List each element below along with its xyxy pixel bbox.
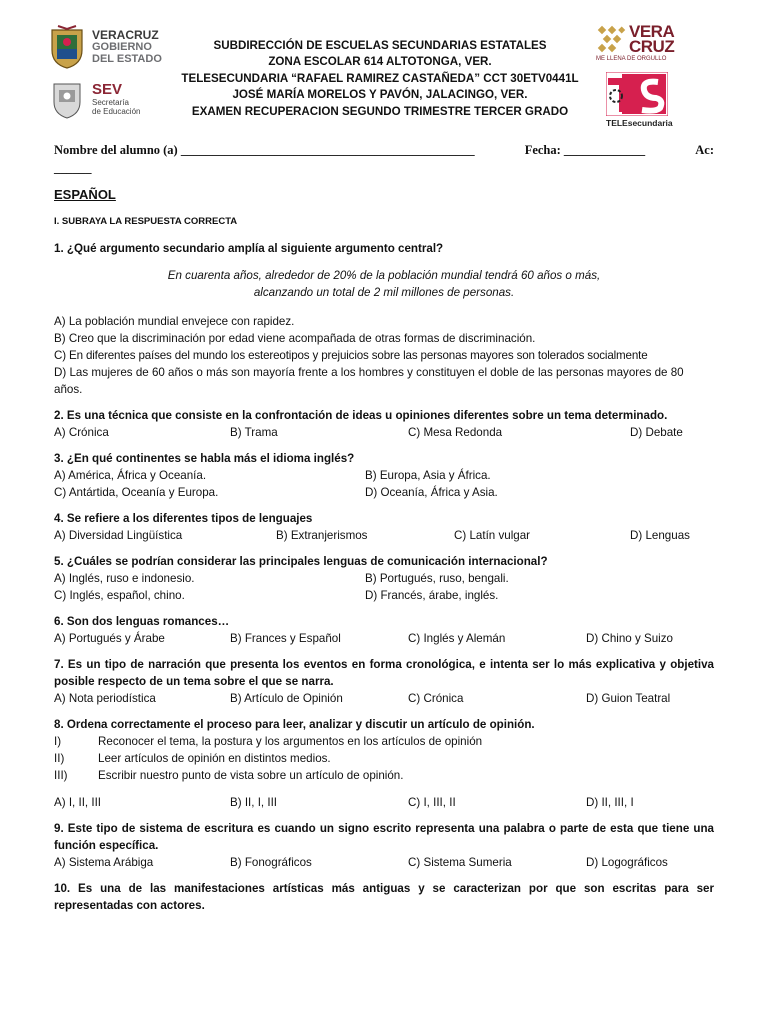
q3-option-d[interactable]: D) Oceanía, África y Asia. [365,486,498,499]
q6-options [54,630,714,647]
q5-option-d[interactable]: D) Francés, árabe, inglés. [365,589,499,602]
q5-option-c[interactable]: C) Inglés, español, chino. [54,589,185,602]
coat-of-arms-icon [48,24,86,70]
q8-steps [54,733,714,784]
q9-option-d[interactable]: D) Logográficos [586,856,668,869]
q6-option-d[interactable]: D) Chino y Suizo [586,632,673,645]
q5-option-a[interactable]: A) Inglés, ruso e indonesio. [54,572,195,585]
q8-option-a[interactable]: A) I, II, III [54,796,102,809]
q2-option-a[interactable]: A) Crónica [54,426,109,439]
q8-options [54,794,714,811]
veracruz-government-text: VERACRUZ GOBIERNO DEL ESTADO [92,28,162,65]
header-line: TELESECUNDARIA “RAFAEL RAMIREZ CASTAÑEDA” CCT 30ETV0441L [181,71,579,85]
question-8: 8. Ordena correctamente el proceso para leer, analizar y discutir un artículo de opinión. [54,718,535,731]
telesecundaria-label: TELEsecundaria [606,118,673,128]
diamond-pattern-icon [596,25,626,53]
q4-option-b[interactable]: B) Extranjerismos [276,529,368,542]
question-5: 5. ¿Cuáles se podrían considerar las principales lenguas de comunicación internacional? [54,555,548,568]
step-text: Escribir nuestro punto de vista sobre un artículo de opinión. [98,769,404,782]
q4-options [54,527,714,544]
step-number: III) [54,769,68,782]
sev-shield-icon [48,76,86,122]
q9-option-c[interactable]: C) Sistema Sumeria [408,856,512,869]
header-line: ZONA ESCOLAR 614 ALTOTONGA, VER. [268,55,492,69]
q4-option-d[interactable]: D) Lenguas [630,529,690,542]
header-line: SUBDIRECCIÓN DE ESCUELAS SECUNDARIAS ESTATALES [213,39,547,52]
ac-field[interactable]: ______ [54,161,92,175]
step-number: II) [54,752,65,765]
instruction: I. SUBRAYA LA RESPUESTA CORRECTA [54,216,238,227]
question-10: 10. Es una de las manifestaciones artísticas más antiguas y se caracterizan por que son escritas para ser representadas con actores. [54,882,714,912]
question-1: 1. ¿Qué argumento secundario amplía al siguiente argumento central? [54,242,444,255]
q2-option-b[interactable]: B) Trama [230,426,278,439]
question-6: 6. Son dos lenguas romances… [54,615,230,628]
q2-options [54,424,714,441]
central-argument-quote: En cuarenta años, alrededor de 20% de la población mundial tendrá 60 años o más, alcanzando un total de 2 mil millones de personas. [167,269,601,299]
veracruz-brand-logo [596,24,686,54]
question-4: 4. Se refiere a los diferentes tipos de lenguajes [54,512,313,525]
q1-option-d[interactable]: D) Las mujeres de 60 años o más son mayoría frente a los hombres y constituyen el doble de las personas mayores de 80 años. [54,366,684,396]
q1-option-a[interactable]: A) La población mundial envejece con rapidez. [54,315,295,328]
question-7: 7. Es un tipo de narración que presenta los eventos en forma cronológica, e intenta ser lo más explicativa y objetiva posible respecto de un tema sobre el que se narra. [54,658,714,688]
student-info [54,141,714,177]
q2-option-d[interactable]: D) Debate [630,426,683,439]
q7-option-d[interactable]: D) Guion Teatral [586,692,671,705]
q7-options [54,690,714,707]
subject-title: ESPAÑOL [54,187,116,202]
q5-option-b[interactable]: B) Portugués, ruso, bengali. [365,572,509,585]
q2-option-c[interactable]: C) Mesa Redonda [408,426,503,439]
q5-options [54,570,714,604]
q3-option-a[interactable]: A) América, África y Oceanía. [54,469,207,482]
veracruz-brand-text: VERA CRUZ [629,22,675,56]
exam-content [54,186,714,914]
q9-option-b[interactable]: B) Fonográficos [230,856,312,869]
q4-option-a[interactable]: A) Diversidad Lingüística [54,529,183,542]
step-text: Leer artículos de opinión en distintos medios. [98,752,331,765]
student-name-field[interactable]: Nombre del alumno (a) _______________________________________________ [54,143,475,157]
telesecundaria-logo [606,72,668,116]
q3-option-b[interactable]: B) Europa, Asia y África. [365,469,491,482]
ac-label: Ac: [695,143,714,157]
school-header [180,38,580,120]
right-logos [596,24,686,128]
ts-logo-icon [606,72,668,116]
header-line: JOSÉ MARÍA MORELOS Y PAVÓN, JALACINGO, VER. [232,88,528,102]
header-line: EXAMEN RECUPERACION SEGUNDO TRIMESTRE TERCER GRADO [191,104,569,118]
sev-logo [48,76,198,122]
step-number: I) [54,735,62,748]
q9-options [54,854,714,871]
q1-option-c[interactable]: C) En diferentes países del mundo los estereotipos y prejuicios sobre las personas mayores son tolerados socialmente [54,349,648,362]
q4-option-c[interactable]: C) Latín vulgar [454,529,531,542]
sev-text: SEV Secretaría de Educación [92,81,141,116]
veracruz-government-logo [48,24,198,70]
question-2: 2. Es una técnica que consiste en la confrontación de ideas u opiniones diferentes sobre un tema determinado. [54,409,668,422]
question-3: 3. ¿En qué continentes se habla más el idioma inglés? [54,452,355,465]
q7-option-c[interactable]: C) Crónica [408,692,464,705]
q7-option-a[interactable]: A) Nota periodística [54,692,156,705]
left-logos [48,24,198,128]
q8-option-b[interactable]: B) II, I, III [230,796,278,809]
date-field[interactable]: Fecha: _____________ [524,143,646,157]
question-9: 9. Este tipo de sistema de escritura es cuando un signo escrito representa una palabra o parte de esta que tiene una función específica. [54,822,714,852]
q9-option-a[interactable]: A) Sistema Arábiga [54,856,154,869]
q1-option-b[interactable]: B) Creo que la discriminación por edad viene acompañada de otras formas de discriminación. [54,332,536,345]
q6-option-a[interactable]: A) Portugués y Árabe [54,632,165,645]
q6-option-b[interactable]: B) Frances y Español [230,632,341,645]
q8-option-d[interactable]: D) II, III, I [586,796,634,809]
q8-option-c[interactable]: C) I, III, II [408,796,456,809]
q3-option-c[interactable]: C) Antártida, Oceanía y Europa. [54,486,219,499]
q6-option-c[interactable]: C) Inglés y Alemán [408,632,506,645]
step-text: Reconocer el tema, la postura y los argumentos en los artículos de opinión [98,735,483,748]
q7-option-b[interactable]: B) Artículo de Opinión [230,692,343,705]
q3-options [54,467,714,501]
brand-tagline: ME LLENA DE ORGULLO [596,56,667,62]
